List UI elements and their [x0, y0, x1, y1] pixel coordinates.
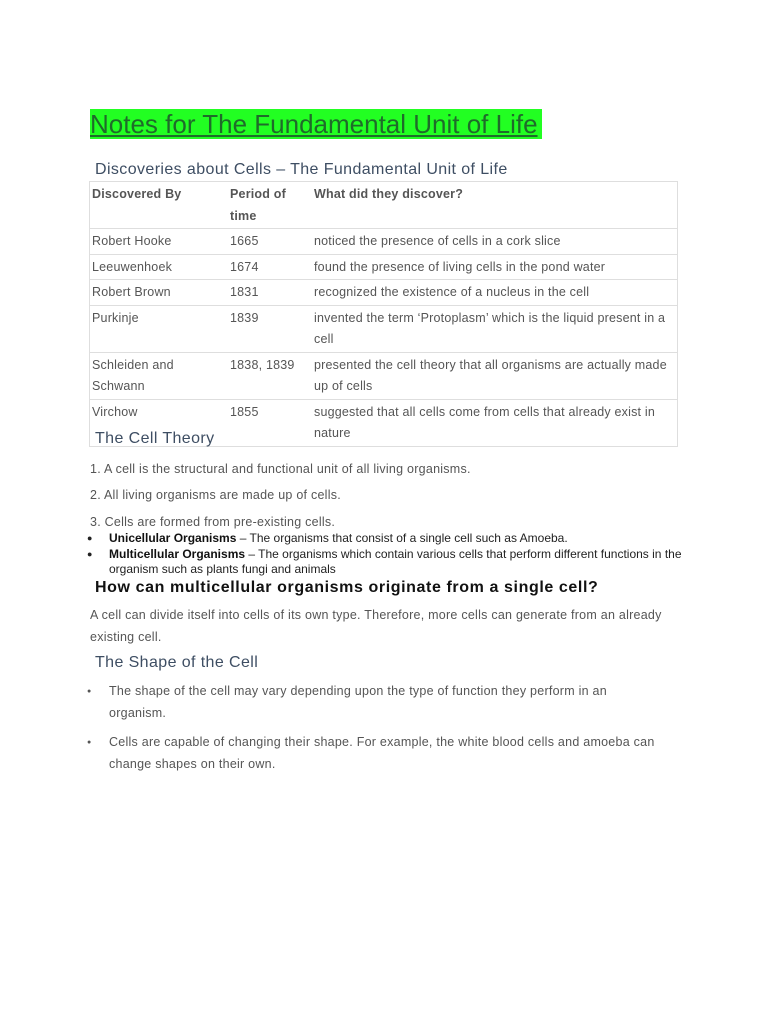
table-row [90, 352, 678, 399]
organism-description: – The organisms that consist of a single cell such as Amoeba. [236, 531, 568, 545]
cell-period: 1665 [228, 229, 312, 255]
cell-theory-heading: The Cell Theory [95, 430, 215, 447]
organism-types-list [87, 531, 687, 577]
cell-discovery: suggested that all cells come from cells that already exist in nature [312, 399, 678, 446]
origin-heading: How can multicellular organisms originate from a single cell? [95, 579, 599, 596]
cell-theory-point: 2. All living organisms are made up of cells. [90, 488, 341, 502]
cell-discovery: presented the cell theory that all organisms are actually made up of cells [312, 352, 678, 399]
table-row [90, 305, 678, 352]
cell-theory-point: 1. A cell is the structural and functional unit of all living organisms. [90, 462, 471, 476]
list-item [87, 531, 687, 546]
cell-period: 1831 [228, 280, 312, 306]
cell-discovered-by: Virchow [90, 399, 229, 446]
cell-discovered-by: Purkinje [90, 305, 229, 352]
list-item: ● Cells are capable of changing their shape. For example, the white blood cells and amoeba can change shapes on their own. [87, 731, 667, 775]
shape-bullets [87, 680, 667, 775]
page-title [90, 107, 542, 141]
list-item: ● The shape of the cell may vary depending upon the type of function they perform in an organism. [87, 680, 667, 724]
shape-heading: The Shape of the Cell [95, 654, 259, 671]
table-row [90, 229, 678, 255]
cell-period: 1839 [228, 305, 312, 352]
cell-period: 1674 [228, 254, 312, 280]
organism-term: Unicellular Organisms [109, 531, 237, 545]
cell-discovery: found the presence of living cells in the pond water [312, 254, 678, 280]
cell-discovered-by: Schleiden and Schwann [90, 352, 229, 399]
discoveries-heading: Discoveries about Cells – The Fundamental Unit of Life [95, 161, 508, 178]
cell-period: 1838, 1839 [228, 352, 312, 399]
column-header-period: Period of time [228, 182, 312, 229]
page-title-text: Notes for The Fundamental Unit of Life [90, 109, 542, 139]
cell-discovered-by: Leeuwenhoek [90, 254, 229, 280]
cell-discovered-by: Robert Hooke [90, 229, 229, 255]
cell-discovery: invented the term ‘Protoplasm’ which is the liquid present in a cell [312, 305, 678, 352]
discoveries-table [89, 181, 678, 447]
table-header-row [90, 182, 678, 229]
column-header-discovery: What did they discover? [312, 182, 678, 229]
list-item [87, 547, 687, 577]
cell-period: 1855 [228, 399, 312, 446]
origin-text: A cell can divide itself into cells of its own type. Therefore, more cells can generate from an already existing cell. [90, 608, 662, 644]
cell-discovered-by: Robert Brown [90, 280, 229, 306]
cell-discovery: noticed the presence of cells in a cork slice [312, 229, 678, 255]
table-row [90, 254, 678, 280]
organism-term: Multicellular Organisms [109, 547, 246, 561]
table-row [90, 280, 678, 306]
column-header-discovered-by: Discovered By [90, 182, 229, 229]
cell-discovery: recognized the existence of a nucleus in the cell [312, 280, 678, 306]
cell-theory-point: 3. Cells are formed from pre-existing cells. [90, 515, 336, 529]
organism-description: – The organisms which contain various cells that perform different functions in the organism such as plants fungi and animals [109, 547, 682, 576]
